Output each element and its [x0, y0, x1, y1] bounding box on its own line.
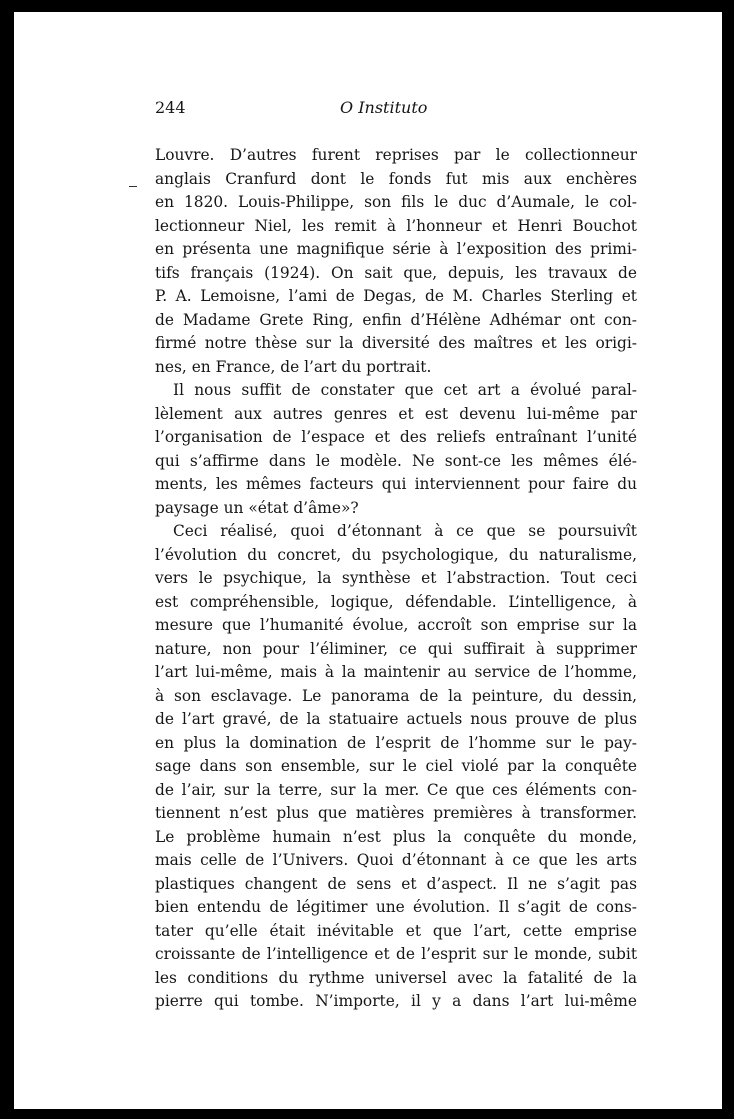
- text-line: P. A. Lemoisne, l’ami de Degas, de M. Charles Sterling et: [155, 287, 637, 305]
- text-line: lèlement aux autres genres et est devenu lui-même par: [155, 404, 637, 423]
- text-line: lectionneur Niel, les remit à l’honneur et Henri Bouchot: [155, 216, 637, 235]
- text-line: les conditions du rythme universel avec la fatalité de la: [155, 968, 637, 987]
- text-line: plastiques changent de sens et d’aspect. Il ne s’agit pas: [155, 874, 637, 893]
- text-line: en 1820. Louis-Philippe, son fils le duc d’Aumale, le col-: [155, 193, 637, 211]
- book-page: [14, 12, 722, 1109]
- margin-mark: [129, 186, 137, 187]
- text-line: qui s’affirme dans le modèle. Ne sont-ce les mêmes élé-: [155, 451, 637, 470]
- text-line: de l’air, sur la terre, sur la mer. Ce que ces éléments con-: [155, 780, 637, 799]
- text-line: ments, les mêmes facteurs qui interviennent pour faire du: [155, 475, 637, 493]
- text-line: en présenta une magnifique série à l’exposition des primi-: [155, 240, 637, 258]
- text-line: pierre qui tombe. N’importe, il y a dans l’art lui-même: [155, 992, 637, 1010]
- text-line: Il nous suffit de constater que cet art a évolué paral-: [173, 381, 637, 399]
- text-line: firmé notre thèse sur la diversité des maîtres et les origi-: [155, 334, 637, 352]
- text-line: tater qu’elle était inévitable et que l’art, cette emprise: [155, 921, 637, 940]
- page-header: [155, 98, 637, 122]
- text-line: croissante de l’intelligence et de l’esprit sur le monde, subit: [155, 945, 637, 963]
- text-line: de l’art gravé, de la statuaire actuels nous prouve de plus: [155, 710, 637, 728]
- page-number: 244: [155, 98, 186, 117]
- text-line: tifs français (1924). On sait que, depuis, les travaux de: [155, 263, 637, 282]
- text-line: sage dans son ensemble, sur le ciel violé par la conquête: [155, 757, 637, 775]
- running-title: O Instituto: [340, 98, 428, 117]
- text-line: en plus la domination de l’esprit de l’homme sur le pay-: [155, 733, 637, 752]
- text-line: est compréhensible, logique, défendable. L’intelligence, à: [155, 592, 637, 611]
- text-line: tiennent n’est plus que matières premières à transformer.: [155, 804, 637, 822]
- text-line: à son esclavage. Le panorama de la peinture, du dessin,: [155, 686, 637, 705]
- text-line: mais celle de l’Univers. Quoi d’étonnant à ce que les arts: [155, 851, 637, 869]
- text-line: de Madame Grete Ring, enfin d’Hélène Adhémar ont con-: [155, 310, 637, 329]
- text-line: nature, non pour l’éliminer, ce qui suffirait à supprimer: [155, 639, 637, 658]
- text-line: l’organisation de l’espace et des reliefs entraînant l’unité: [155, 428, 637, 446]
- text-line: bien entendu de légitimer une évolution. Il s’agit de cons-: [155, 898, 637, 916]
- text-line: Louvre. D’autres furent reprises par le collectionneur: [155, 146, 637, 164]
- text-line: l’évolution du concret, du psychologique, du naturalisme,: [155, 545, 637, 564]
- text-line: l’art lui-même, mais à la maintenir au service de l’homme,: [155, 663, 637, 681]
- text-line: Ceci réalisé, quoi d’étonnant à ce que se poursuivît: [173, 522, 637, 540]
- text-line: anglais Cranfurd dont le fonds fut mis aux enchères: [155, 169, 637, 188]
- text-line: mesure que l’humanité évolue, accroît son emprise sur la: [155, 616, 637, 634]
- text-line: nes, en France, de l’art du portrait.: [155, 357, 432, 376]
- body-text: [155, 144, 637, 1014]
- text-line: vers le psychique, la synthèse et l’abstraction. Tout ceci: [155, 569, 637, 587]
- text-line: Le problème humain n’est plus la conquête du monde,: [155, 827, 637, 846]
- text-line: paysage un «état d’âme»?: [155, 498, 359, 517]
